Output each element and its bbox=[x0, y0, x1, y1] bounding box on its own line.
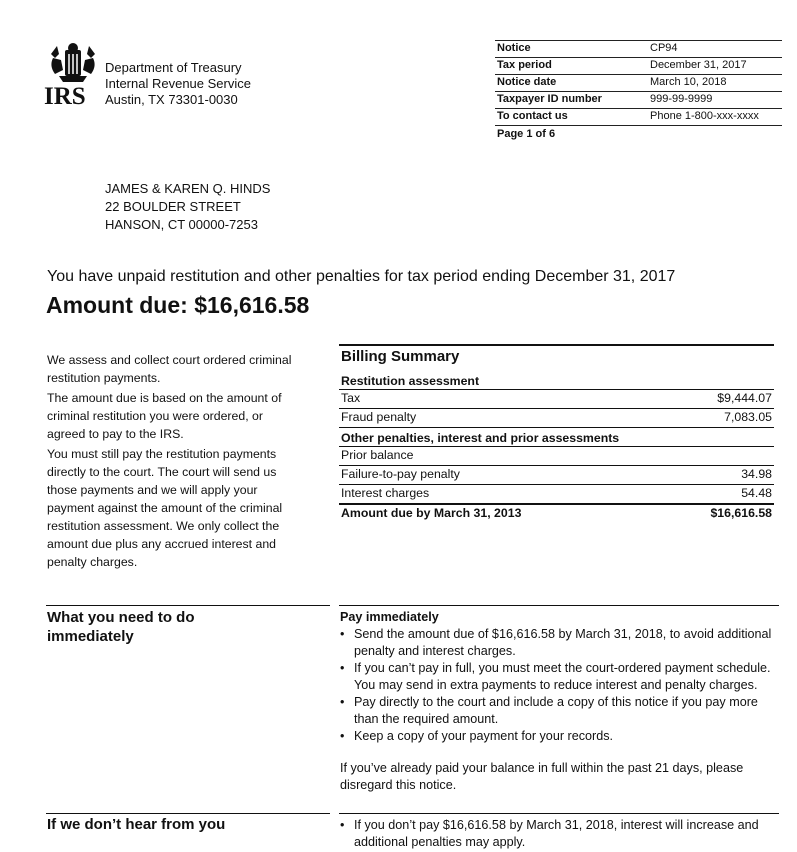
section-divider bbox=[46, 605, 330, 606]
billing-line bbox=[339, 446, 774, 465]
address-line: HANSON, CT 00000-7253 bbox=[105, 217, 258, 232]
what-to-do-heading: What you need to do immediately bbox=[47, 609, 195, 645]
notice-value: Phone 1-800-xxx-xxxx bbox=[650, 110, 759, 122]
explanation-text bbox=[47, 351, 297, 573]
billing-line bbox=[339, 465, 774, 484]
notice-row bbox=[495, 75, 782, 92]
billing-line-amount: 34.98 bbox=[741, 467, 772, 481]
disregard-note: If you’ve already paid your balance in full within the past 21 days, please disregard this notice. bbox=[340, 761, 744, 792]
address-line: JAMES & KAREN Q. HINDS bbox=[105, 181, 271, 196]
agency-line: Internal Revenue Service bbox=[105, 76, 251, 91]
agency-line: Department of Treasury bbox=[105, 60, 242, 75]
notice-value: December 31, 2017 bbox=[650, 59, 747, 71]
notice-row bbox=[495, 40, 782, 58]
notice-row bbox=[495, 109, 782, 126]
pay-instructions-list bbox=[340, 626, 780, 745]
notice-value: CP94 bbox=[650, 42, 678, 54]
no-response-text bbox=[354, 817, 774, 851]
notice-value: 999-99-9999 bbox=[650, 93, 713, 105]
billing-line-amount: 7,083.05 bbox=[724, 410, 772, 424]
billing-summary bbox=[339, 344, 774, 523]
billing-line-label: Failure-to-pay penalty bbox=[341, 467, 460, 481]
irs-logo-text: IRS bbox=[44, 83, 86, 110]
notice-value: March 10, 2018 bbox=[650, 76, 727, 88]
no-response-heading: If we don’t hear from you bbox=[47, 816, 226, 833]
notice-label: To contact us bbox=[497, 110, 568, 122]
pay-immediately-heading: Pay immediately bbox=[340, 610, 439, 624]
billing-line bbox=[339, 389, 774, 408]
billing-line bbox=[339, 408, 774, 427]
billing-line-amount: $9,444.07 bbox=[717, 391, 772, 405]
recipient-address bbox=[105, 180, 270, 234]
notice-label: Taxpayer ID number bbox=[497, 93, 602, 105]
list-item: • If you can’t pay in full, you must meet the court-ordered payment schedule. You may send in extra payments to reduce interest and penalty charges. bbox=[354, 660, 780, 694]
list-item: • Pay directly to the court and include a copy of this notice if you pay more than the required amount. bbox=[354, 694, 780, 728]
notice-label: Notice date bbox=[497, 76, 557, 88]
explanation-paragraph: The amount due is based on the amount of criminal restitution you were ordered, or agreed to pay to the IRS. bbox=[47, 391, 282, 441]
billing-section-heading: Restitution assessment bbox=[341, 374, 480, 388]
billing-summary-title: Billing Summary bbox=[339, 344, 774, 371]
billing-section-heading: Other penalties, interest and prior assessments bbox=[339, 427, 774, 446]
notice-info-table bbox=[495, 40, 782, 140]
explanation-paragraph: We assess and collect court ordered criminal restitution payments. bbox=[47, 353, 292, 385]
intro-statement: You have unpaid restitution and other penalties for tax period ending December 31, 2017 bbox=[47, 268, 676, 285]
list-item: • Keep a copy of your payment for your records. bbox=[354, 728, 780, 745]
section-divider bbox=[339, 813, 779, 814]
agency-address bbox=[105, 60, 251, 108]
explanation-paragraph: You must still pay the restitution payments directly to the court. The court will send us those payments and we will apply your payment against the amount of the criminal restitution assessment. We only collect the amount due plus any accrued interest and penalty charges. bbox=[47, 447, 283, 569]
notice-row bbox=[495, 58, 782, 75]
amount-due-heading: Amount due: $16,616.58 bbox=[46, 292, 310, 318]
list-item: • If you don’t pay $16,616.58 by March 31, 2018, interest will increase and additional penalties may apply. bbox=[354, 817, 774, 851]
billing-total-label: Amount due by March 31, 2013 bbox=[341, 506, 522, 520]
billing-total bbox=[339, 503, 774, 523]
pay-instructions bbox=[340, 609, 780, 794]
list-item: • Send the amount due of $16,616.58 by March 31, 2018, to avoid additional penalty and interest charges. bbox=[354, 626, 780, 660]
no-response-list bbox=[354, 817, 774, 851]
notice-label: Notice bbox=[497, 42, 531, 54]
billing-line-label: Tax bbox=[341, 391, 361, 405]
billing-total-amount: $16,616.58 bbox=[710, 506, 772, 520]
page-number: Page 1 of 6 bbox=[497, 128, 556, 140]
agency-line: Austin, TX 73301-0030 bbox=[105, 92, 238, 107]
billing-line-label: Fraud penalty bbox=[341, 410, 417, 424]
section-divider bbox=[339, 605, 779, 606]
notice-row bbox=[495, 92, 782, 109]
billing-line-label: Prior balance bbox=[341, 448, 414, 462]
billing-line bbox=[339, 484, 774, 503]
notice-label: Tax period bbox=[497, 59, 552, 71]
billing-line-label: Interest charges bbox=[341, 486, 430, 500]
address-line: 22 BOULDER STREET bbox=[105, 199, 241, 214]
billing-line-amount: 54.48 bbox=[741, 486, 772, 500]
section-divider bbox=[46, 813, 330, 814]
